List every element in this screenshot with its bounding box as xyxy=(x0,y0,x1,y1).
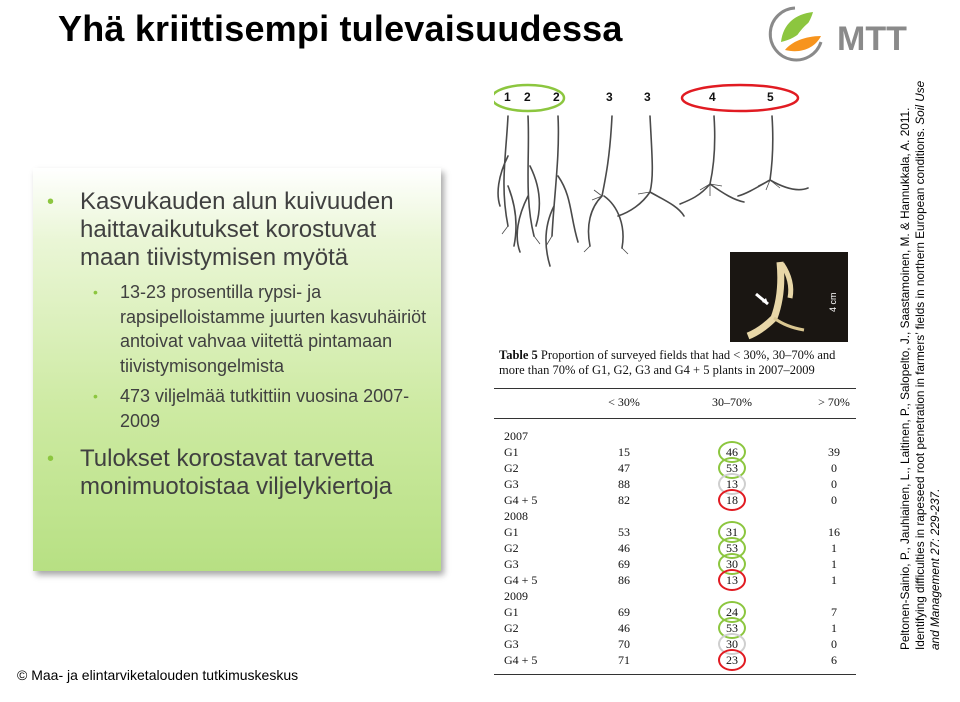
bullet-item xyxy=(33,188,441,272)
table-cell: 7 xyxy=(831,605,837,619)
root-photo xyxy=(730,252,848,342)
row-label: G3 xyxy=(504,477,519,491)
table-cell: 6 xyxy=(831,653,837,667)
sub-bullet-text: 13-23 prosentilla rypsi- ja rapsipelloistamme juurten kasvuhäiriöt antoivat vahvaa viitettä pintamaan tiivistymisongelmista xyxy=(120,282,427,376)
table-cell: 70 xyxy=(618,637,630,651)
table-caption xyxy=(499,348,851,378)
table-cell: 53 xyxy=(726,461,738,475)
mtt-logo-icon xyxy=(765,2,935,66)
table-cell: 18 xyxy=(726,493,738,507)
bullet-dot-icon: • xyxy=(47,191,55,213)
slide-title: Yhä kriittisempi tulevaisuudessa xyxy=(58,8,623,49)
root-class-number: 4 xyxy=(709,90,716,104)
column-header: 30–70% xyxy=(712,395,752,409)
table-cell: 69 xyxy=(618,557,630,571)
table-cell: 46 xyxy=(726,445,738,459)
row-label: G1 xyxy=(504,525,519,539)
root-class-number: 3 xyxy=(606,90,613,104)
bullet-dot-icon: • xyxy=(93,284,98,300)
table-cell: 13 xyxy=(726,573,738,587)
table-cell: 53 xyxy=(726,541,738,555)
table-cell: 1 xyxy=(831,573,837,587)
bullet-dot-icon: • xyxy=(93,388,98,404)
table-cell: 16 xyxy=(828,525,840,539)
table-cell: 82 xyxy=(618,493,630,507)
root-class-number: 3 xyxy=(644,90,651,104)
table-cell: 1 xyxy=(831,557,837,571)
root-class-number: 2 xyxy=(524,90,531,104)
sub-bullet-text: 473 viljelmää tutkittiin vuosina 2007-2009 xyxy=(120,386,410,431)
bullet-list xyxy=(33,188,441,509)
mtt-logo xyxy=(765,2,935,66)
table-cell: 23 xyxy=(726,653,738,667)
table-cell: 46 xyxy=(618,541,630,555)
row-label: G4 + 5 xyxy=(504,573,538,587)
citation-journal: Soil Use and Management 27: 229-237. xyxy=(913,80,942,650)
bullet-text: Tulokset korostavat tarvetta monimuotoistaa viljelykiertoja xyxy=(80,445,393,500)
row-label: G3 xyxy=(504,637,519,651)
scale-label: 4 cm xyxy=(828,292,838,312)
root-class-number: 2 xyxy=(553,90,560,104)
table-cell: 69 xyxy=(618,605,630,619)
bullet-item xyxy=(33,445,441,501)
research-figure xyxy=(494,76,856,684)
table-cell: 39 xyxy=(828,445,840,459)
row-label: G2 xyxy=(504,541,519,555)
highlight-ellipse-green xyxy=(494,85,564,111)
root-class-number: 5 xyxy=(767,90,774,104)
table-cell: 24 xyxy=(726,605,738,619)
citation-text: Peltonen-Sainio, P., Jauhiainen, L., Laitinen, P., Salopelto, J., Saastamoinen, M. & Hannukkala, A. 2011. Identifying difficulties in rapeseed root penetration in farmers’ fields in northern European conditions. xyxy=(898,107,927,650)
table-cell: 88 xyxy=(618,477,630,491)
table-cell: 30 xyxy=(726,557,738,571)
highlight-circle xyxy=(718,569,746,591)
row-label: G2 xyxy=(504,461,519,475)
row-label: G1 xyxy=(504,445,519,459)
table-cell: 47 xyxy=(618,461,630,475)
table-cell: 13 xyxy=(726,477,738,491)
bullet-dot-icon: • xyxy=(47,448,55,470)
year-label: 2009 xyxy=(504,589,528,603)
table-cell: 0 xyxy=(831,477,837,491)
year-label: 2007 xyxy=(504,429,528,443)
column-header: > 70% xyxy=(818,395,850,409)
table-cell: 0 xyxy=(831,493,837,507)
row-label: G4 + 5 xyxy=(504,653,538,667)
row-label: G2 xyxy=(504,621,519,635)
sub-bullet-item xyxy=(33,384,441,433)
year-label: 2008 xyxy=(504,509,528,523)
highlight-ellipse-red xyxy=(682,85,798,111)
table-cell: 1 xyxy=(831,621,837,635)
table-cell: 30 xyxy=(726,637,738,651)
table-cell: 86 xyxy=(618,573,630,587)
highlight-circle xyxy=(718,489,746,511)
row-label: G4 + 5 xyxy=(504,493,538,507)
data-table xyxy=(494,388,856,682)
copyright-text: © Maa- ja elintarviketalouden tutkimuskeskus xyxy=(17,667,299,683)
highlight-circle xyxy=(718,649,746,671)
table-cell: 71 xyxy=(618,653,630,667)
root-class-number: 1 xyxy=(504,90,511,104)
table-cell: 15 xyxy=(618,445,630,459)
table-cell: 1 xyxy=(831,541,837,555)
table-caption-label: Table 5 xyxy=(499,348,538,362)
logo-text: MTT xyxy=(837,20,907,58)
column-header: < 30% xyxy=(608,395,640,409)
root-photo-icon xyxy=(730,252,848,342)
sub-bullet-item xyxy=(33,280,441,378)
table-cell: 46 xyxy=(618,621,630,635)
bullet-box xyxy=(33,168,441,571)
table-cell: 53 xyxy=(618,525,630,539)
row-label: G3 xyxy=(504,557,519,571)
bullet-text: Kasvukauden alun kuivuuden haittavaikutukset korostuvat maan tiivistymisen myötä xyxy=(80,188,394,271)
citation xyxy=(898,70,943,650)
table-caption-text: Proportion of surveyed fields that had < 30%, 30–70% and more than 70% of G1, G2, G3 and G4 + 5 plants in 2007–2009 xyxy=(499,348,836,377)
table-cell: 0 xyxy=(831,637,837,651)
table-cell: 0 xyxy=(831,461,837,475)
row-label: G1 xyxy=(504,605,519,619)
table-cell: 53 xyxy=(726,621,738,635)
table-cell: 31 xyxy=(726,525,738,539)
